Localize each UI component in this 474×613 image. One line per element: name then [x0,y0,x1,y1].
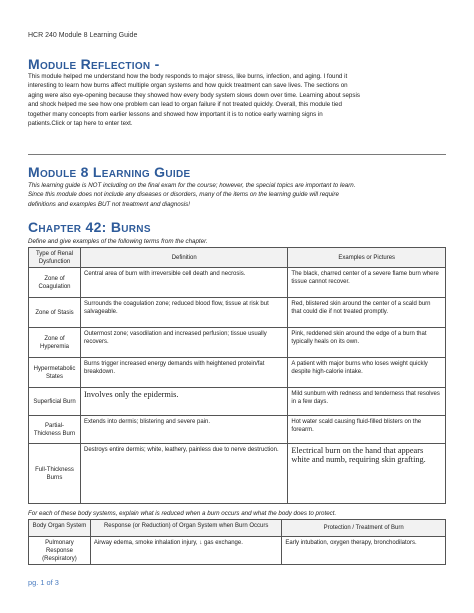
reflection-line: and shock helped me see how one problem can lead to organ failure if not treated quickly. Overall, this module tied [28,101,342,109]
column-header: Response (or Reduction) of Organ System when Burn Occurs [90,520,281,537]
table-row [29,298,446,328]
table-row [29,537,446,565]
definition-cell[interactable]: Outermost zone; vasodilation and increased perfusion; tissue usually recovers. [80,328,287,358]
term-cell: Zone of Stasis [29,298,81,328]
example-cell[interactable]: Hot water scald causing fluid-filled blisters on the forearm. [288,416,446,444]
definition-cell[interactable]: Burns trigger increased energy demands with heightened protein/fat breakdown. [80,358,287,388]
protection-cell[interactable]: Early intubation, oxygen therapy, bronchodilators. [282,537,446,565]
page-number: pg. 1 of 3 [28,578,59,587]
guide-line: definitions and examples BUT not treatment and diagnosis! [28,200,190,208]
reflection-line: aging were also eye-opening because they showed how every body system slows down over time. Learning about sepsis [28,91,360,99]
system-cell: Pulmonary Response (Respiratory) [29,537,91,565]
guide-intro [28,181,448,209]
definition-cell[interactable]: Central area of burn with irreversible cell death and necrosis. [80,268,287,298]
reflection-line: interesting to learn how burns affect multiple organ systems and how quick treatment can save lives. The sections on [28,82,348,90]
term-cell: Superficial Burn [29,388,81,416]
terms-header-row [29,248,446,268]
section-divider [28,154,446,155]
reflection-line: patients.Click or tap here to enter text. [28,120,133,128]
table-row [29,268,446,298]
reflection-heading: Module Reflection - [28,56,160,72]
example-cell[interactable]: A patient with major burns who loses weight quickly despite high-calorie intake. [288,358,446,388]
chapter-instruction: Define and give examples of the following terms from the chapter. [28,238,208,245]
response-cell[interactable]: Airway edema, smoke inhalation injury, ↓ gas exchange. [90,537,281,565]
reflection-text[interactable] [28,72,448,128]
table-row [29,416,446,444]
example-cell[interactable]: The black, charred center of a severe flame burn where tissue cannot recover. [288,268,446,298]
column-header: Examples or Pictures [288,248,446,268]
term-cell: Full-Thickness Burns [29,444,81,504]
term-cell: Zone of Hyperemia [29,328,81,358]
terms-table [28,247,446,504]
column-header: Protection / Treatment of Burn [282,520,446,537]
table-row [29,358,446,388]
term-cell: Zone of Coagulation [29,268,81,298]
column-header: Body Organ System [29,520,91,537]
example-cell[interactable]: Electrical burn on the hand that appears white and numb, requiring skin grafting. [288,444,446,504]
example-cell[interactable]: Red, blistered skin around the center of a scald burn that could die if not treated promptly. [288,298,446,328]
definition-cell[interactable]: Surrounds the coagulation zone; reduced blood flow, tissue at risk but salvageable. [80,298,287,328]
table-row [29,444,446,504]
guide-line: This learning guide is NOT including on the final exam for the course; however, the special topics are important to learn. [28,182,356,189]
definition-cell[interactable]: Involves only the epidermis. [80,388,287,416]
term-cell: Hypermetabolic States [29,358,81,388]
example-cell[interactable]: Mild sunburn with redness and tenderness that resolves in a few days. [288,388,446,416]
systems-table [28,519,446,565]
definition-cell[interactable]: Destroys entire dermis; white, leathery, painless due to nerve destruction. [80,444,287,504]
column-header: Definition [80,248,287,268]
column-header: Type of Renal Dysfunction [29,248,81,268]
systems-header-row [29,520,446,537]
guide-heading: Module 8 Learning Guide [28,164,191,180]
term-cell: Partial-Thickness Burn [29,416,81,444]
reflection-line: together many concepts from earlier lessons and showed how important it is to notice early warning signs in [28,110,323,118]
systems-instruction: For each of these body systems, explain what is reduced when a burn occurs and what the body does to protect. [28,510,337,517]
page-header: HCR 240 Module 8 Learning Guide [28,32,138,39]
chapter-heading: Chapter 42: Burns [28,219,151,235]
table-row [29,388,446,416]
table-row [29,328,446,358]
definition-cell[interactable]: Extends into dermis; blistering and severe pain. [80,416,287,444]
example-cell[interactable]: Pink, reddened skin around the edge of a burn that typically heals on its own. [288,328,446,358]
guide-line: Since this module does not include any diseases or disorders, many of the items on the learning guide will require [28,191,339,199]
reflection-line: This module helped me understand how the body responds to major stress, like burns, infection, and aging. I found it [28,73,348,80]
